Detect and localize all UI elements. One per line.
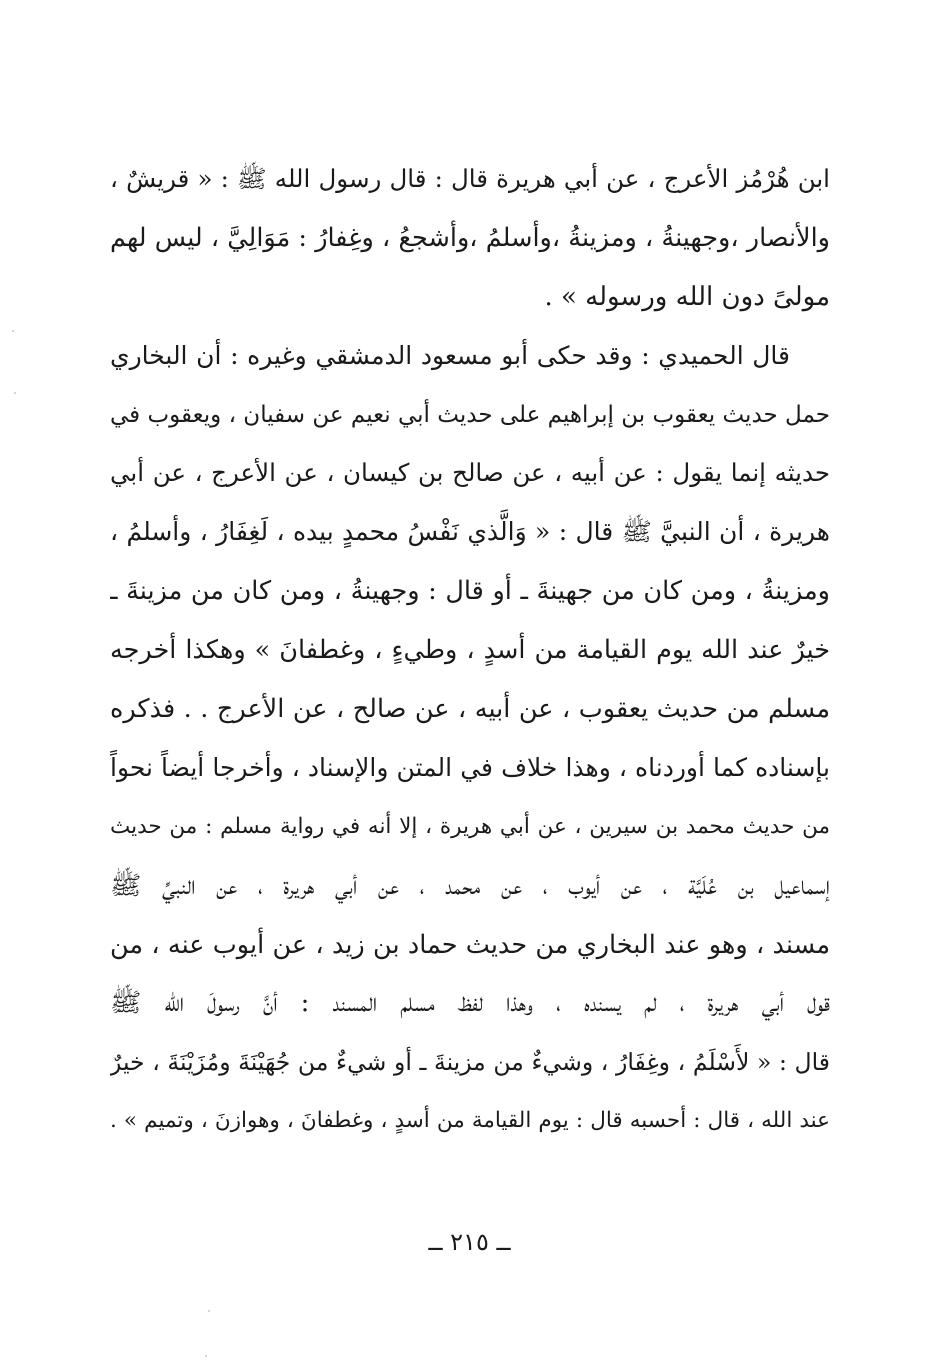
page-body-text <box>110 150 830 1151</box>
text-line: ابن هُرْمُز الأعرج ، عن أبي هريرة قال : قال رسول الله ﷺ : « قريشٌ ، <box>110 164 830 193</box>
text-line: ومزينةُ ، ومن كان من جهينةَ ـ أو قال : وجهينةُ ، ومن كان من مزينةَ ـ <box>110 576 830 607</box>
page-number: ــ ٢١٥ ــ <box>428 1228 511 1256</box>
text-line: مسند ، وهو عند البخاري من حديث حماد بن زيد ، عن أيوب عنه ، من <box>110 929 830 960</box>
text-line: إسماعيل بن عُلَيَّة ، عن أيوب ، عن محمد ، عن أبي هريرة ، عن النبيِّ ﷺ <box>110 870 830 901</box>
text-line: حمل حديث يعقوب بن إبراهيم على حديث أبي نعيم عن سفيان ، ويعقوب في <box>110 401 830 428</box>
text-line: مولىً دون الله ورسوله » . <box>544 281 830 312</box>
text-line: خيرٌ عند الله يوم القيامة من أسدٍ ، وطيءٍ ، وغطفانَ » وهكذا أخرجه <box>110 635 830 666</box>
scan-speck <box>14 392 16 394</box>
text-line: قال : « لأَسْلَمُ ، وغِفَارُ ، وشيءٌ من مزينةَ ـ أو شيءٌ من جُهَيْنَةَ ومُزَيْنَةَ ، خيرٌ <box>110 1048 830 1077</box>
text-line: قال الحميدي : وقد حكى أبو مسعود الدمشقي وغيره : أن البخاري <box>110 340 790 370</box>
scan-speck <box>208 1310 210 1312</box>
text-line: قول أبي هريرة ، لم يسنده ، وهذا لفظ مسلم المسند : أنَّ رسولَ الله ﷺ <box>110 988 830 1019</box>
text-line: هريرة ، أن النبيَّ ﷺ قال : « وَالَّذي نَفْسُ محمدٍ بيده ، لَغِفَارُ ، وأسلمُ ، <box>110 517 830 547</box>
text-line: والأنصار ،وجهينةُ ، ومزينةُ ،وأسلمُ ،وأشجعُ ، وغِفارُ : مَوَالِيَّ ، ليس لهم <box>110 222 830 253</box>
scan-speck <box>12 330 14 332</box>
text-line: من حديث محمد بن سيرين ، عن أبي هريرة ، إلا أنه في رواية مسلم : من حديث <box>110 813 830 839</box>
scan-speck <box>205 1355 207 1357</box>
text-line: حديثه إنما يقول : عن أبيه ، عن صالح بن كيسان ، عن الأعرج ، عن أبي <box>110 458 830 488</box>
text-line: عند الله ، قال : أحسبه قال : يوم القيامة من أسدٍ ، وغطفانَ ، وهوازنَ ، وتميم » . <box>110 1108 830 1134</box>
text-line: مسلم من حديث يعقوب ، عن أبيه ، عن صالح ، عن الأعرج . . فذكره <box>110 694 830 725</box>
text-line: بإسناده كما أوردناه ، وهذا خلاف في المتن والإسناد ، وأخرجا أيضاً نحواً <box>110 752 830 782</box>
